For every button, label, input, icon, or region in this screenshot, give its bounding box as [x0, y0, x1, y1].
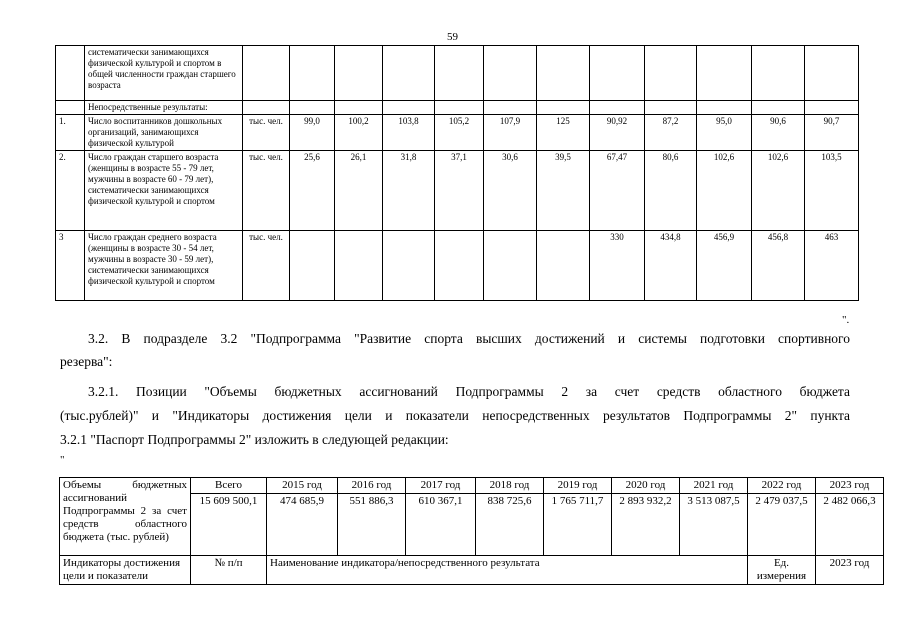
year-value: 456,9 — [697, 231, 752, 301]
value-2022: 2 479 037,5 — [748, 494, 816, 556]
indicators-table-continued — [55, 45, 859, 301]
row-number — [56, 46, 85, 101]
year-value — [484, 231, 537, 301]
year-value: 102,6 — [752, 151, 805, 231]
value-total: 15 609 500,1 — [191, 494, 267, 556]
year-value — [752, 46, 805, 101]
indicator-name: Число воспитанников дошкольных организаций, занимающихся физической культурой — [85, 115, 243, 151]
closing-quote: ". — [842, 314, 850, 326]
year-value — [645, 46, 697, 101]
paragraph-3-2-1-line3: 3.2.1 "Паспорт Подпрограммы 2" изложить в следующей редакции: — [60, 432, 449, 447]
year-value: 67,47 — [590, 151, 645, 231]
unit-of-measure: тыс. чел. — [243, 231, 290, 301]
year-value — [383, 101, 435, 115]
year-value — [290, 231, 335, 301]
header-2017: 2017 год — [406, 478, 476, 494]
year-value: 99,0 — [290, 115, 335, 151]
value-2021: 3 513 087,5 — [680, 494, 748, 556]
header-2023: 2023 год — [816, 478, 884, 494]
unit-of-measure: тыс. чел. — [243, 151, 290, 231]
header-2020: 2020 год — [612, 478, 680, 494]
row-number — [56, 101, 85, 115]
year-value — [537, 101, 590, 115]
year-value — [435, 231, 484, 301]
year-value: 37,1 — [435, 151, 484, 231]
header-2019: 2019 год — [544, 478, 612, 494]
header-total: Всего — [191, 478, 267, 494]
header-2022: 2022 год — [748, 478, 816, 494]
year-value — [590, 101, 645, 115]
value-2017: 610 367,1 — [406, 494, 476, 556]
indicator-name: систематически занимающихся физической культурой и спортом в общей численности граждан старшего возраста — [85, 46, 243, 101]
year-value — [805, 46, 859, 101]
year-value — [290, 101, 335, 115]
year-value: 103,8 — [383, 115, 435, 151]
year-value: 463 — [805, 231, 859, 301]
column-year-header: 2023 год — [816, 556, 884, 585]
year-value — [697, 101, 752, 115]
year-value: 102,6 — [697, 151, 752, 231]
unit-of-measure — [243, 101, 290, 115]
header-2015: 2015 год — [267, 478, 338, 494]
year-value — [537, 46, 590, 101]
row-number: 2. — [56, 151, 85, 231]
year-value: 434,8 — [645, 231, 697, 301]
opening-quote: " — [60, 454, 65, 466]
year-value — [752, 101, 805, 115]
year-value: 105,2 — [435, 115, 484, 151]
header-2018: 2018 год — [476, 478, 544, 494]
indicator-name: Число граждан старшего возраста (женщины в возрасте 55 - 79 лет, мужчины в возрасте 60 - 79 лет), систематически занимающихся физической культурой и спортом — [85, 151, 243, 231]
table-row — [56, 231, 859, 301]
year-value — [537, 231, 590, 301]
unit-of-measure: тыс. чел. — [243, 115, 290, 151]
column-indicator-name-header: Наименование индикатора/непосредственного результата — [267, 556, 748, 585]
year-value — [335, 46, 383, 101]
paragraph-3-2-1-line1: 3.2.1. Позиции "Объемы бюджетных ассигнований Подпрограммы 2 за счет средств областного бюджета — [88, 384, 850, 399]
year-value — [645, 101, 697, 115]
year-value — [484, 46, 537, 101]
year-value: 95,0 — [697, 115, 752, 151]
year-value: 103,5 — [805, 151, 859, 231]
table-row — [56, 101, 859, 115]
year-value: 456,8 — [752, 231, 805, 301]
value-2020: 2 893 932,2 — [612, 494, 680, 556]
year-value — [435, 101, 484, 115]
column-number-header: № п/п — [191, 556, 267, 585]
year-value — [697, 46, 752, 101]
year-value — [383, 231, 435, 301]
table-row — [56, 46, 859, 101]
year-value: 26,1 — [335, 151, 383, 231]
paragraph-3-2-line2: резерва": — [60, 354, 113, 369]
value-2023: 2 482 066,3 — [816, 494, 884, 556]
year-value — [383, 46, 435, 101]
indicator-name: Число граждан среднего возраста (женщины в возрасте 30 - 54 лет, мужчины в возрасте 30 - 59 лет), систематически занимающихся физической культурой и спортом — [85, 231, 243, 301]
year-value — [484, 101, 537, 115]
page-number: 59 — [447, 31, 458, 43]
year-value — [435, 46, 484, 101]
value-2018: 838 725,6 — [476, 494, 544, 556]
unit-of-measure — [243, 46, 290, 101]
year-value: 90,6 — [752, 115, 805, 151]
column-unit-header: Ед. измерения — [748, 556, 816, 585]
row-number: 1. — [56, 115, 85, 151]
year-value — [590, 46, 645, 101]
year-value — [290, 46, 335, 101]
year-value — [805, 101, 859, 115]
header-2016: 2016 год — [338, 478, 406, 494]
year-value: 100,2 — [335, 115, 383, 151]
year-value: 30,6 — [484, 151, 537, 231]
year-value: 90,7 — [805, 115, 859, 151]
budget-label: Объемы бюджетных ассигнований Подпрограммы 2 за счет средств областного бюджета (тыс. рублей) — [60, 478, 191, 556]
subprogram-passport-table — [59, 477, 884, 585]
year-value: 125 — [537, 115, 590, 151]
year-value: 39,5 — [537, 151, 590, 231]
indicators-label: Индикаторы достижения цели и показатели — [60, 556, 191, 585]
value-2015: 474 685,9 — [267, 494, 338, 556]
header-2021: 2021 год — [680, 478, 748, 494]
paragraph-3-2-1-line2: (тыс.рублей)" и "Индикаторы достижения цели и показатели непосредственных результатов Подпрограммы 2" пункта — [60, 408, 850, 423]
year-value: 80,6 — [645, 151, 697, 231]
year-value: 31,8 — [383, 151, 435, 231]
value-2019: 1 765 711,7 — [544, 494, 612, 556]
indicator-name: Непосредственные результаты: — [85, 101, 243, 115]
year-value — [335, 101, 383, 115]
value-2016: 551 886,3 — [338, 494, 406, 556]
year-value: 25,6 — [290, 151, 335, 231]
year-value: 107,9 — [484, 115, 537, 151]
year-value — [335, 231, 383, 301]
year-value: 87,2 — [645, 115, 697, 151]
table-row — [56, 151, 859, 231]
paragraph-3-2-line1: 3.2. В подразделе 3.2 "Подпрограмма "Развитие спорта высших достижений и системы подготовки спортивного — [88, 331, 850, 346]
year-value: 330 — [590, 231, 645, 301]
year-value: 90,92 — [590, 115, 645, 151]
table-row — [56, 115, 859, 151]
row-number: 3 — [56, 231, 85, 301]
